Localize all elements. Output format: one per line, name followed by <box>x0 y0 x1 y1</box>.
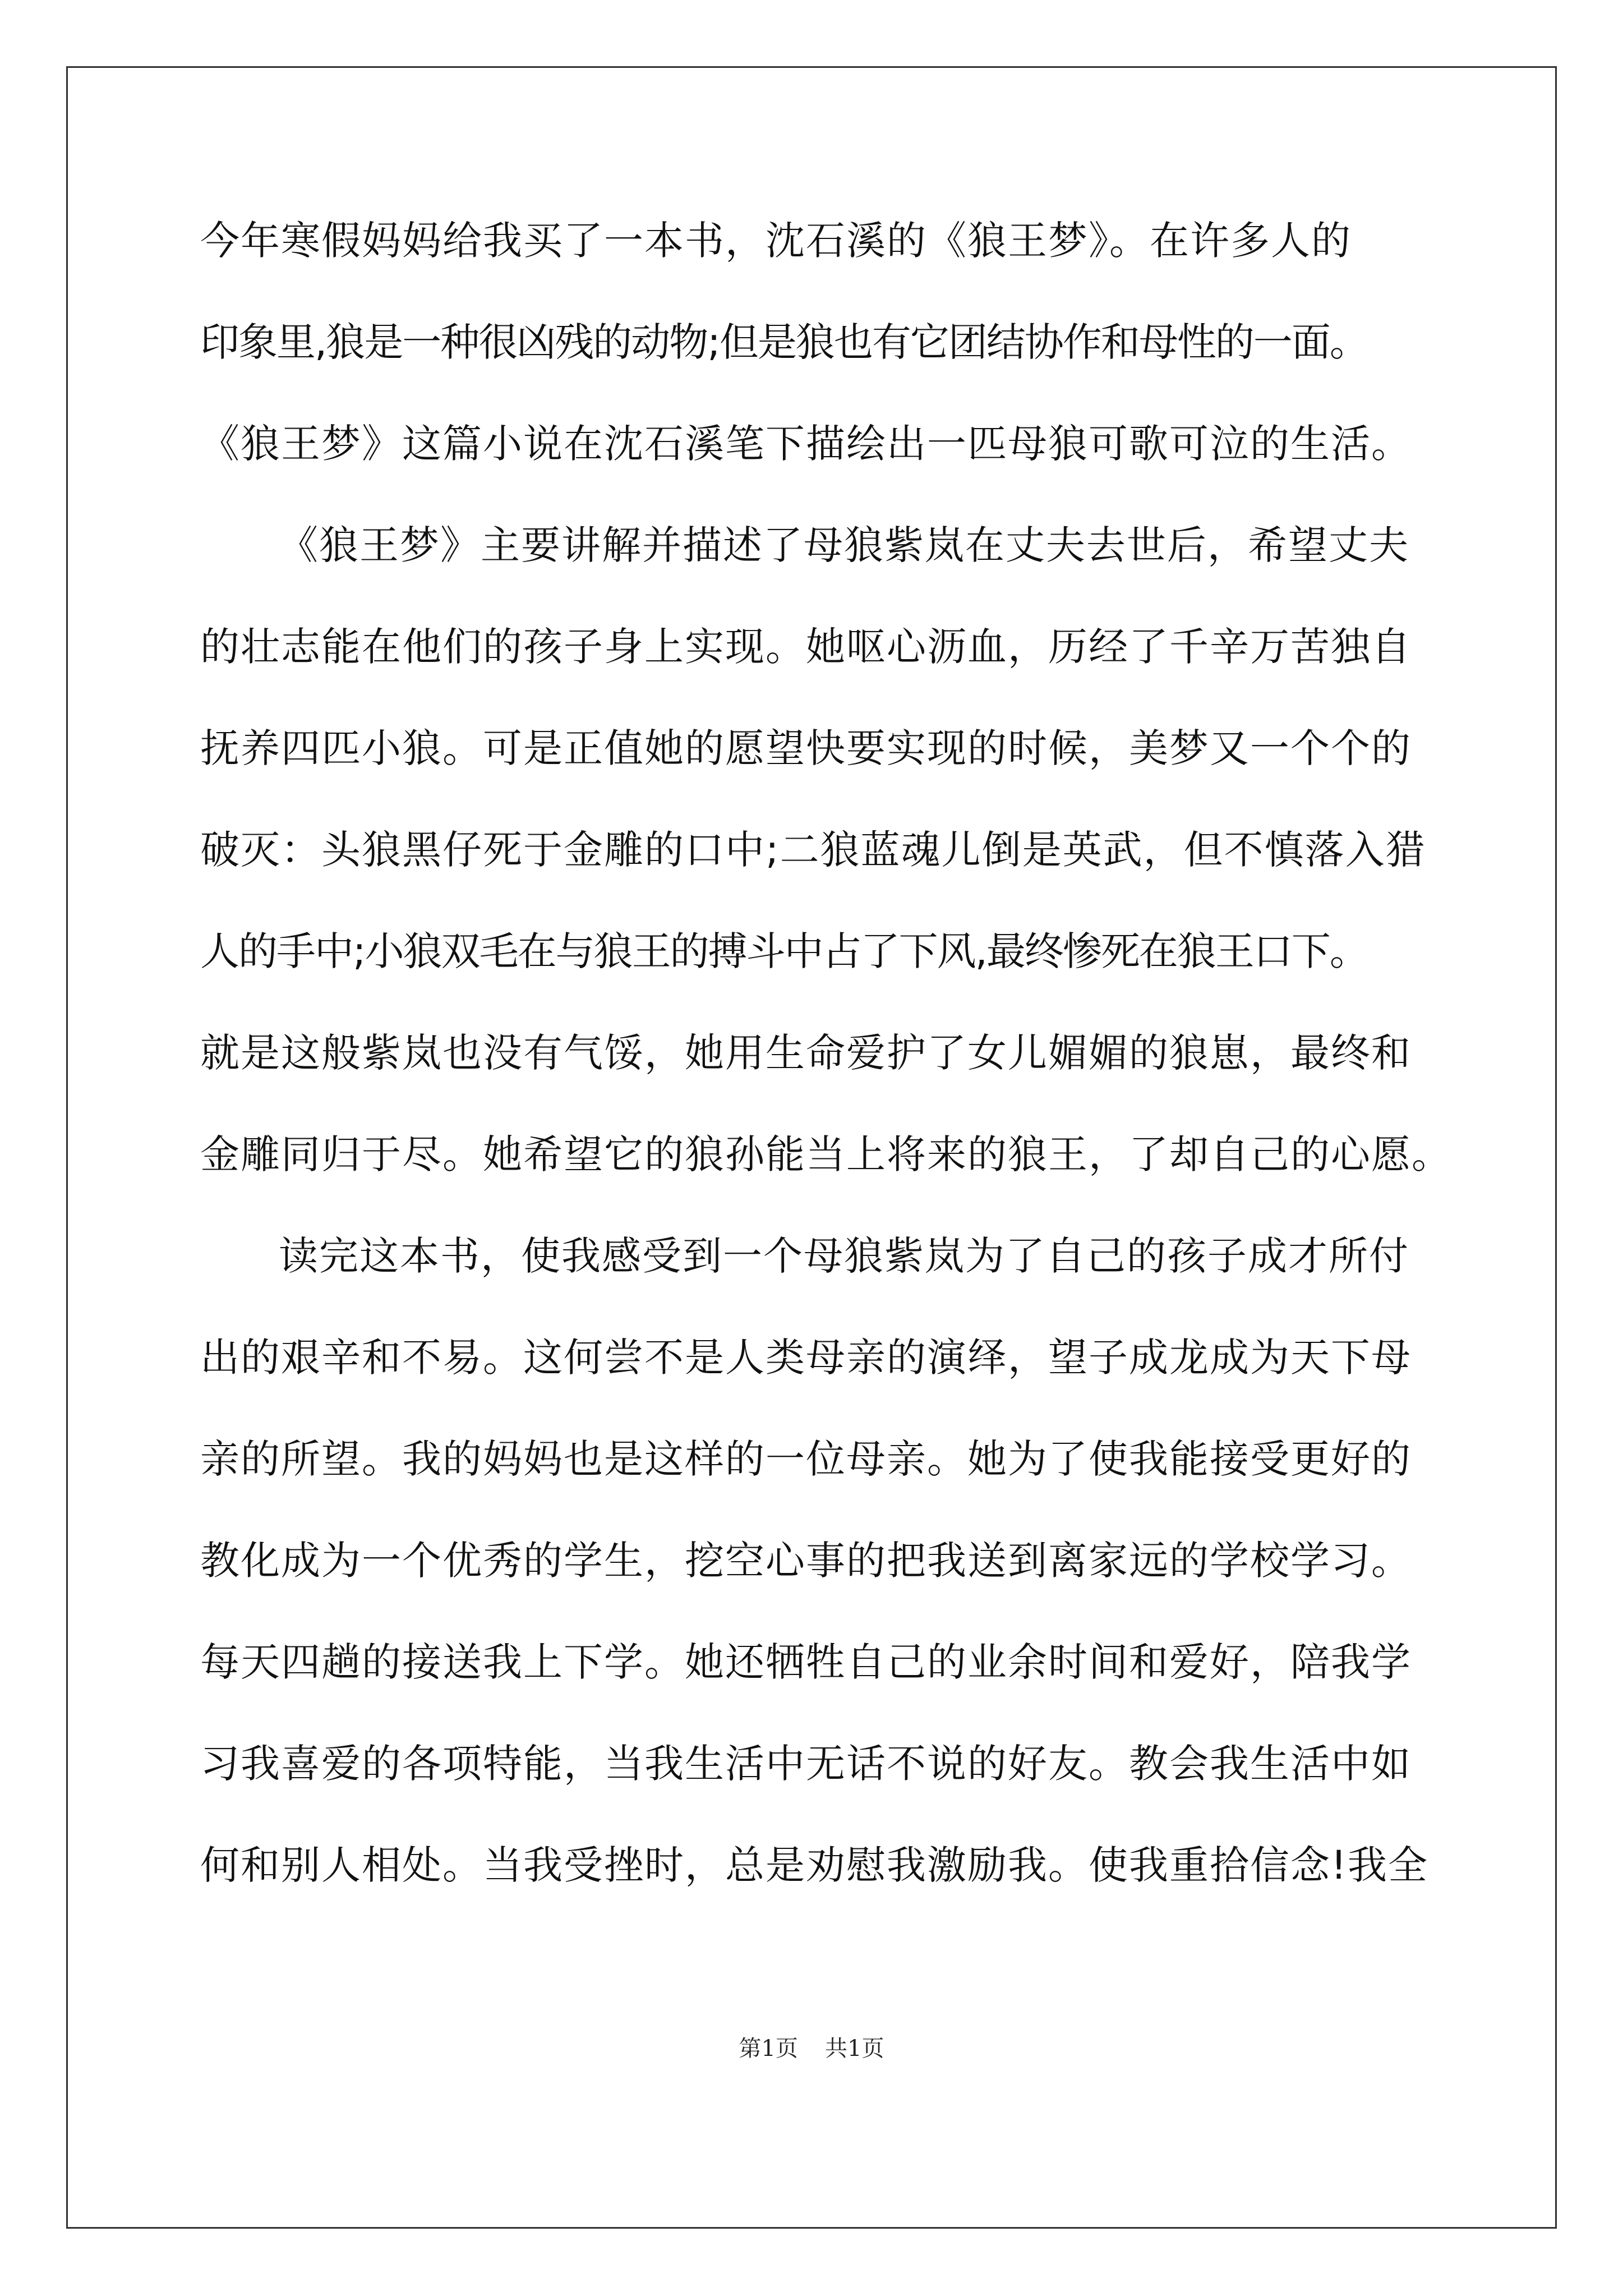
paragraph-first-line: 《狼王梦》主要讲解并描述了母狼紫岚在丈夫去世后，希望丈夫 <box>279 522 1409 568</box>
text-line: 抚养四匹小狼。可是正值她的愿望快要实现的时候，美梦又一个个的 <box>200 725 1412 771</box>
text-line: 人的手中;小狼双毛在与狼王的搏斗中占了下风,最终惨死在狼王口下。 <box>200 928 1368 974</box>
text-line: 教化成为一个优秀的学生，挖空心事的把我送到离家远的学校学习。 <box>200 1538 1412 1584</box>
text-line: 亲的所望。我的妈妈也是这样的一位母亲。她为了使我能接受更好的 <box>200 1436 1412 1482</box>
text-line: 出的艰辛和不易。这何尝不是人类母亲的演绎，望子成龙成为天下母 <box>200 1335 1412 1381</box>
page-footer <box>0 2031 1623 2063</box>
article-body <box>200 215 1470 1941</box>
text-line: 就是这般紫岚也没有气馁，她用生命爱护了女儿媚媚的狼崽，最终和 <box>200 1030 1412 1076</box>
page-number: 第1页 <box>739 2036 798 2062</box>
text-line: 印象里,狼是一种很凶残的动物;但是狼也有它团结协作和母性的一面。 <box>200 319 1368 365</box>
text-line: 的壮志能在他们的孩子身上实现。她呕心沥血，历经了千辛万苦独自 <box>200 624 1412 670</box>
text-line: 今年寒假妈妈给我买了一本书，沈石溪的《狼王梦》。在许多人的 <box>200 218 1352 264</box>
text-line: 破灭：头狼黑仔死于金雕的口中;二狼蓝魂儿倒是英武，但不慎落入猎 <box>200 827 1426 873</box>
page-total: 共1页 <box>825 2036 884 2062</box>
text-line: 习我喜爱的各项特能，当我生活中无话不说的好友。教会我生活中如 <box>200 1741 1412 1787</box>
text-line: 《狼王梦》这篇小说在沈石溪笔下描绘出一匹母狼可歌可泣的生活。 <box>200 421 1412 467</box>
text-line: 每天四趟的接送我上下学。她还牺牲自己的业余时间和爱好，陪我学 <box>200 1639 1412 1685</box>
paragraph-first-line: 读完这本书，使我感受到一个母狼紫岚为了自己的孩子成才所付 <box>279 1233 1409 1279</box>
text-line: 金雕同归于尽。她希望它的狼孙能当上将来的狼王，了却自己的心愿。 <box>200 1131 1452 1177</box>
text-line: 何和别人相处。当我受挫时，总是劝慰我激励我。使我重拾信念!我全 <box>200 1842 1429 1888</box>
